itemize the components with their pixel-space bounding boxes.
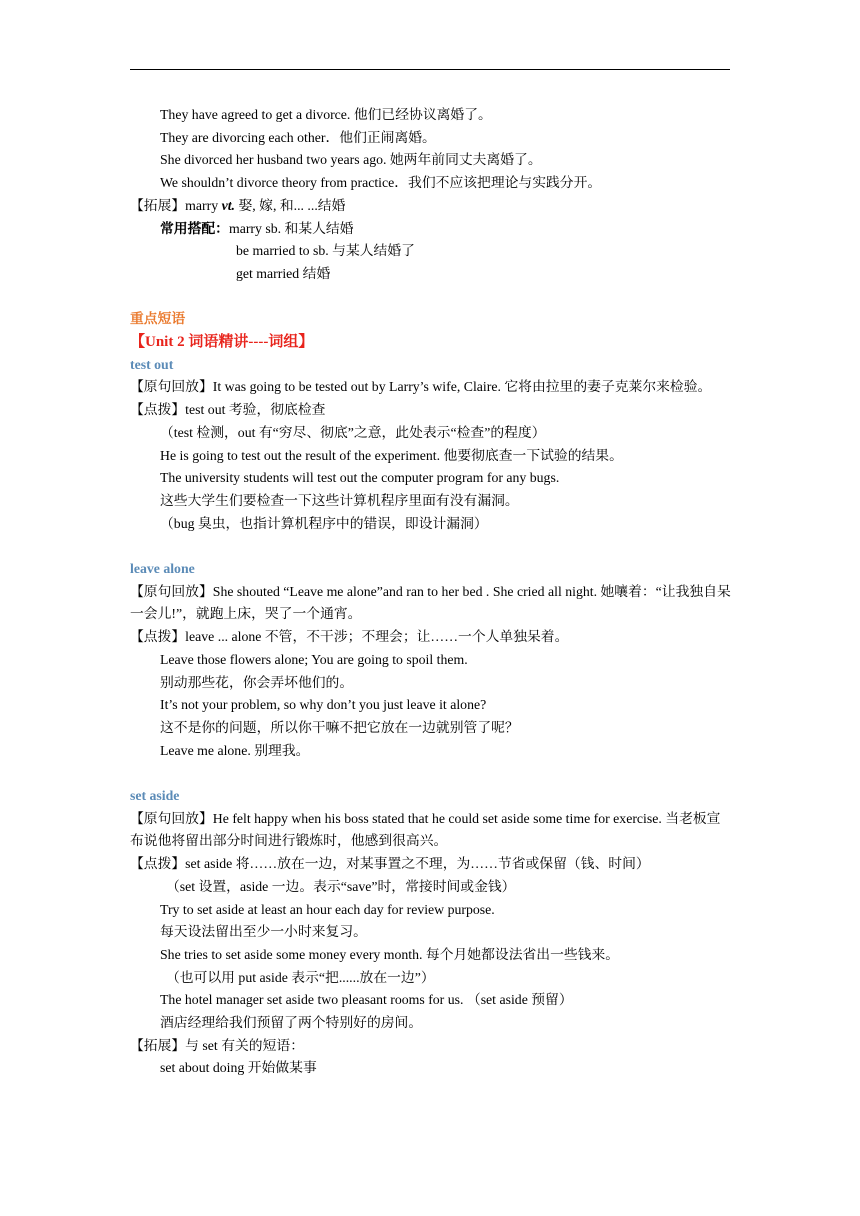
example-sentence: The university students will test out the computer program for any bugs. xyxy=(160,470,560,486)
example-sentence: We shouldn’t divorce theory from practice．我们不应该把理论与实践分开。 xyxy=(160,175,602,191)
explanation: 【点拨】set aside 将……放在一边，对某事置之不理，为……节省或保留（钱、时间） xyxy=(130,856,650,872)
example-translation: 酒店经理给我们预留了两个特别好的房间。 xyxy=(160,1015,423,1031)
original-sentence: 【原句回放】She shouted “Leave me alone”and ran to her bed . She cried all night. 她嚷着：“让我独自呆一会儿!”，就跑上床，哭了一个通宵。 xyxy=(130,583,731,622)
unit-heading: 【Unit 2 词语精讲----词组】 xyxy=(130,334,314,351)
phrase-heading: test out xyxy=(130,356,174,372)
original-sentence: 【原句回放】He felt happy when his boss stated that he could set aside some time for exercise. 当老板宣布说他将留出部分时间进行锻炼时，他感到很高兴。 xyxy=(130,810,721,849)
part-of-speech: vt. xyxy=(221,197,235,213)
phrase-heading: leave alone xyxy=(130,561,195,577)
explanation: 【点拨】leave ... alone 不管，不干涉；不理会；让……一个人单独呆着。 xyxy=(130,629,569,645)
example-sentence: He is going to test out the result of the experiment. 他要彻底查一下试验的结果。 xyxy=(160,447,623,463)
extension-meaning: 娶, 嫁, 和... ...结婚 xyxy=(235,197,346,213)
explanation: 【点拨】test out 考验，彻底检查 xyxy=(130,402,326,418)
example-sentence: Leave me alone. 别理我。 xyxy=(160,742,310,758)
original-sentence: 【原句回放】It was going to be tested out by Larry’s wife, Claire. 它将由拉里的妻子克莱尔来检验。 xyxy=(130,379,712,395)
example-sentence: set about doing 开始做某事 xyxy=(160,1060,317,1076)
example-sentence: It’s not your problem, so why don’t you just leave it alone? xyxy=(160,697,487,713)
collocation-text: marry sb. 和某人结婚 xyxy=(228,220,354,236)
collocation-line xyxy=(130,218,732,241)
example-sentence: She divorced her husband two years ago. 她两年前同丈夫离婚了。 xyxy=(160,152,542,168)
note: （test 检测，out 有“穷尽、彻底”之意，此处表示“检查”的程度） xyxy=(160,424,546,440)
example-sentence: Leave those flowers alone; You are going to spoil them. xyxy=(160,651,468,667)
collocation-line: be married to sb. 与某人结婚了 xyxy=(236,243,415,259)
document-body xyxy=(130,104,732,1080)
extension-prefix: 【拓展】marry xyxy=(130,197,222,213)
note: （也可以用 put aside 表示“把......放在一边”） xyxy=(166,969,435,985)
collocation-line: get married 结婚 xyxy=(236,265,331,281)
example-sentence: They have agreed to get a divorce. 他们已经协议离婚了。 xyxy=(160,107,492,122)
note: （set 设置，aside 一边。表示“save”时，常接时间或金钱） xyxy=(166,878,516,894)
example-sentence: The hotel manager set aside two pleasant rooms for us. （set aside 预留） xyxy=(160,992,573,1008)
phrase-heading: set aside xyxy=(130,788,180,804)
example-translation: 这些大学生们要检查一下这些计算机程序里面有没有漏洞。 xyxy=(160,492,519,508)
header-rule xyxy=(130,69,730,70)
extension-note xyxy=(130,195,732,218)
example-sentence: Try to set aside at least an hour each day for review purpose. xyxy=(160,901,495,917)
section-heading: 重点短语 xyxy=(130,311,186,327)
example-sentence: They are divorcing each other．他们正闹离婚。 xyxy=(160,129,436,145)
collocation-label: 常用搭配： xyxy=(160,220,229,236)
example-translation: 每天设法留出至少一小时来复习。 xyxy=(160,924,367,940)
note: （bug 臭虫，也指计算机程序中的错误，即设计漏洞） xyxy=(160,515,488,531)
example-translation: 别动那些花，你会弄坏他们的。 xyxy=(160,674,354,690)
extension-note: 【拓展】与 set 有关的短语： xyxy=(130,1037,304,1053)
example-translation: 这不是你的问题，所以你干嘛不把它放在一边就别管了呢？ xyxy=(160,719,519,735)
example-sentence: She tries to set aside some money every month. 每个月她都设法省出一些钱来。 xyxy=(160,946,620,962)
